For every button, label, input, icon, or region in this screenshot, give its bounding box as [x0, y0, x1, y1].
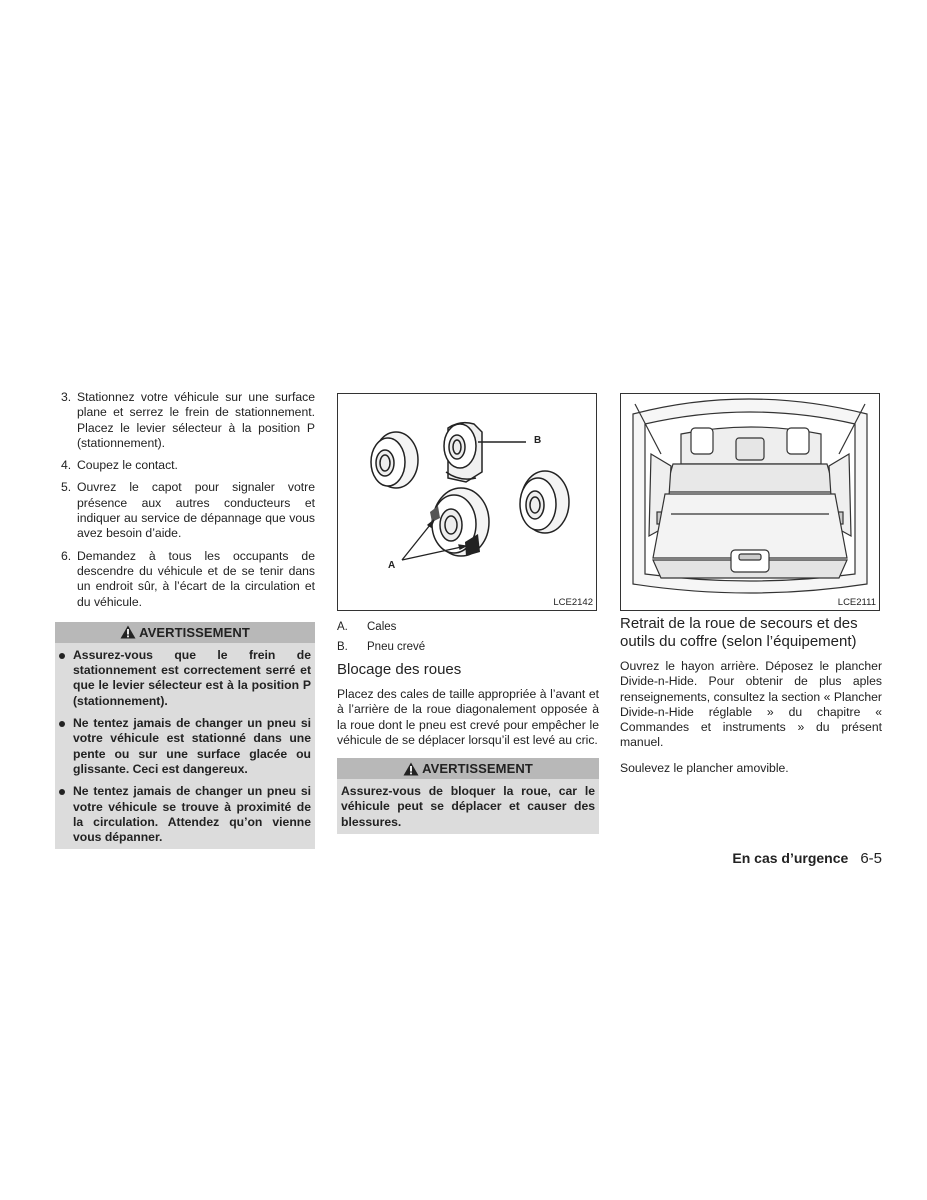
warning-title: AVERTISSEMENT	[139, 624, 250, 640]
figure-legend	[337, 617, 599, 657]
wheel-chocks-illustration	[338, 394, 596, 610]
legend-item: B. Pneu crevé	[337, 641, 426, 653]
figure-code: LCE2142	[553, 597, 593, 608]
section-body: Ouvrez le hayon arrière. Déposez le plancher Divide-n-Hide. Pour obtenir de plus aples renseignements, consultez la section « Plancher Divide-n-Hide réglable » du chapitre « Commandes et instruments » du présent manuel.	[620, 659, 882, 750]
list-item: 3. Stationnez votre véhicule sur une surface plane et serrez le frein de stationnement. Placez le levier sélecteur à la position P (stationnement).	[61, 390, 315, 450]
cargo-area-figure	[620, 393, 880, 611]
chapter-title: En cas d’urgence	[732, 850, 849, 866]
warning-title: AVERTISSEMENT	[422, 761, 533, 777]
section-body: Soulevez le plancher amovible.	[620, 760, 789, 775]
section-body: Placez des cales de taille appropriée à l’avant et à l’arrière de la roue diagonalement opposée à la roue dont le pneu est crevé pour empêcher le véhicule de se déplacer lorsqu’il est levé au cric.	[337, 687, 599, 747]
page-number: 6-5	[860, 850, 882, 867]
bullet-icon	[59, 721, 65, 727]
section-heading: Retrait de la roue de secours et des outils du coffre (selon l’équipement)	[620, 615, 858, 650]
tire-icon	[371, 432, 418, 488]
warning-text: Assurez-vous de bloquer la roue, car le véhicule peut se déplacer et causer des blessures.	[341, 784, 595, 829]
list-item: 4. Coupez le contact.	[61, 458, 178, 473]
figure-code: LCE2111	[837, 597, 876, 608]
bullet-icon	[59, 653, 65, 659]
legend-item: A. Cales	[337, 621, 397, 633]
warning-list	[59, 648, 311, 846]
warning-header	[55, 622, 315, 643]
tire-icon	[520, 471, 569, 533]
procedure-steps	[55, 390, 315, 610]
warning-header	[337, 758, 599, 779]
middle-column	[337, 393, 599, 834]
callout-label-b: B	[534, 435, 542, 446]
page-footer	[732, 850, 882, 867]
bullet-icon	[59, 789, 65, 795]
list-item: 6. Demandez à tous les occupants de descendre du véhicule et de se tenir dans un endroit sûr, à l’écart de la circulation et du véhicule.	[61, 548, 315, 609]
flat-tire-icon	[444, 423, 526, 482]
callout-label-a: A	[388, 560, 396, 571]
list-item: Assurez-vous que le frein de stationnement est correctement serré et que le levier sélecteur est à la position P (stationnement).	[59, 648, 311, 709]
cargo-area-illustration	[621, 394, 879, 610]
warning-triangle-icon	[403, 762, 419, 776]
warning-triangle-icon	[120, 625, 136, 639]
warning-box	[337, 758, 599, 834]
warning-box	[55, 622, 315, 850]
list-item: Ne tentez jamais de changer un pneu si votre véhicule est stationné dans une pente ou sur une surface glacée ou glissante. Ceci est dangereux.	[59, 716, 311, 777]
section-heading: Blocage des roues	[337, 661, 462, 678]
right-column	[620, 393, 882, 786]
list-item: Ne tentez jamais de changer un pneu si votre véhicule se trouve à proximité de la circulation. Attendez qu’on vienne vous dépanner.	[59, 784, 311, 845]
left-column	[55, 390, 315, 849]
list-item: 5. Ouvrez le capot pour signaler votre présence aux autres conducteurs et indiquer au service de dépannage que vous avez besoin d’aide.	[61, 480, 315, 541]
wheel-chocks-figure	[337, 393, 597, 611]
